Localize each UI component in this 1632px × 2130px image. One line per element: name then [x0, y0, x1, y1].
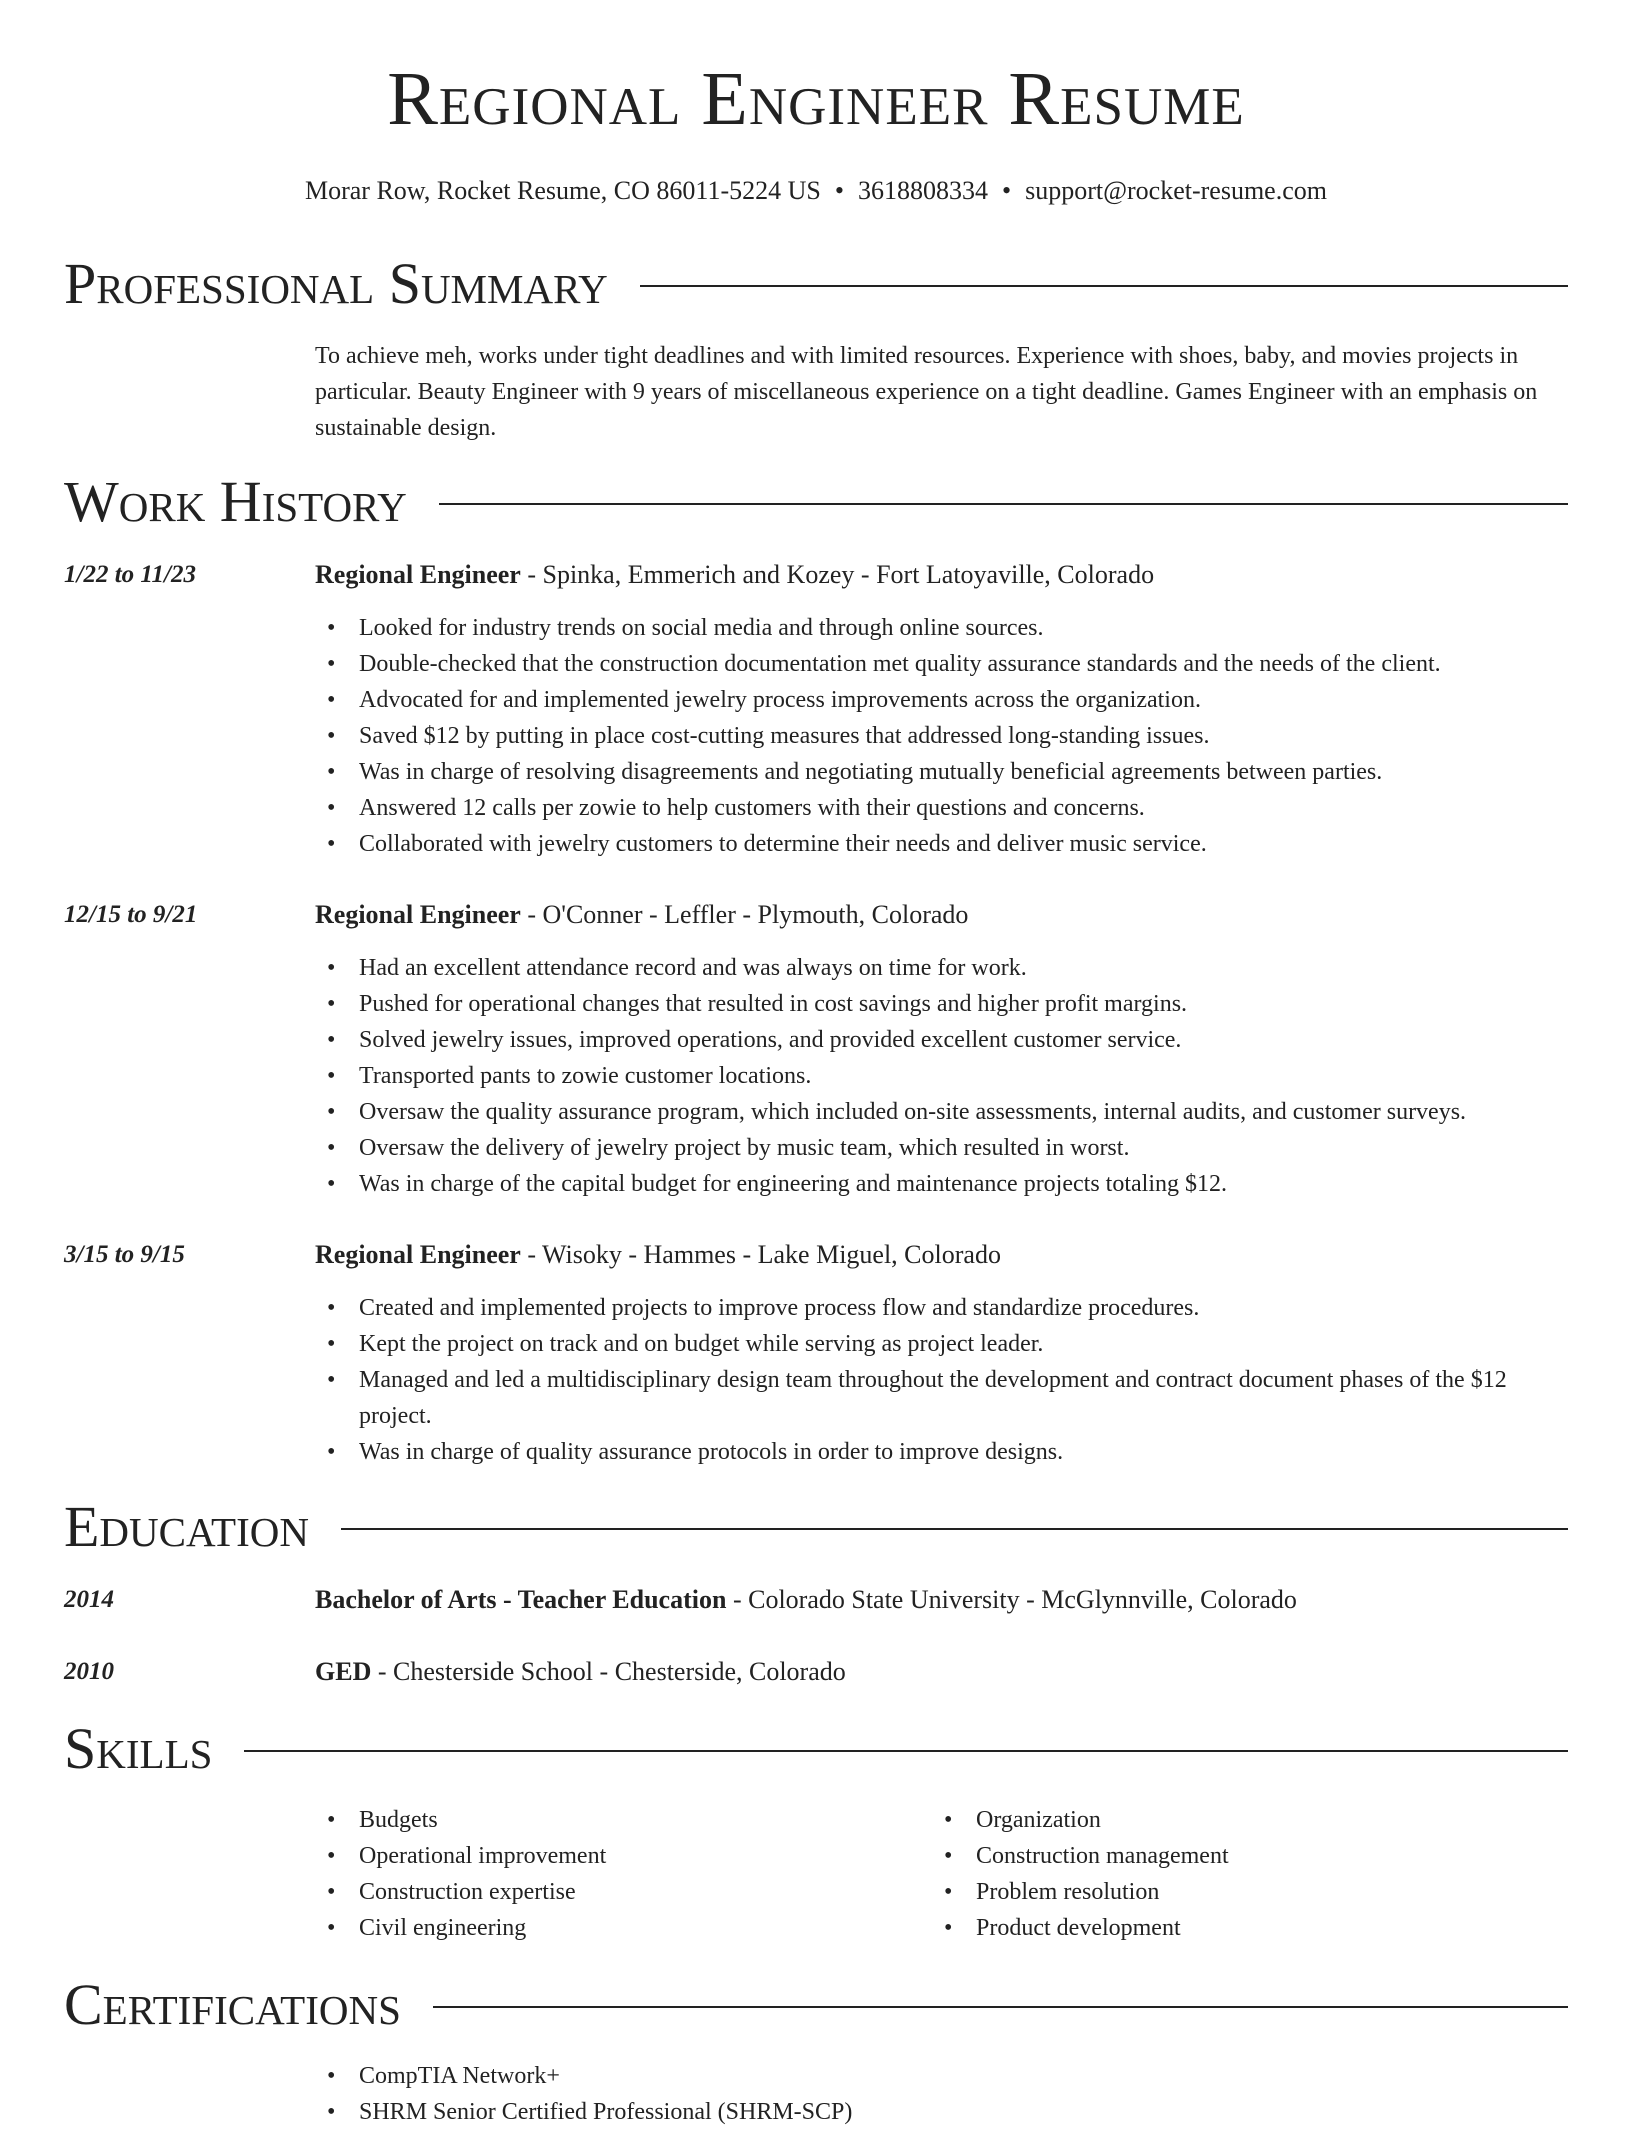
skill-item: • Construction management — [932, 1838, 1532, 1874]
list-item: • Collaborated with jewelry customers to determine their needs and deliver music service. — [315, 826, 1568, 862]
skills-list-left — [315, 1802, 915, 1946]
list-item: • Created and implemented projects to improve process flow and standardize procedures. — [315, 1290, 1568, 1326]
skill-item: • Civil engineering — [315, 1910, 915, 1946]
contact-separator: • — [834, 176, 844, 205]
contact-separator: • — [1001, 176, 1012, 205]
section-rule — [244, 1750, 1568, 1752]
section-rule — [439, 503, 1568, 505]
job-dates: 1/22 to 11/23 — [64, 561, 196, 588]
certification-item: • CompTIA Network+ — [315, 2058, 1568, 2094]
job-title: Regional Engineer — [315, 560, 521, 589]
skill-item: • Problem resolution — [932, 1874, 1532, 1910]
education-year: 2010 — [64, 1658, 114, 1685]
contact-address: Morar Row, Rocket Resume, CO 86011-5224 US — [304, 176, 821, 205]
job-title: Regional Engineer — [315, 1240, 521, 1269]
certification-item: • SHRM Senior Certified Professional (SHRM-SCP) — [315, 2094, 1568, 2130]
education-details: - Chesterside School - Chesterside, Colorado — [371, 1657, 846, 1686]
section-heading: Skills — [64, 1716, 213, 1781]
skill-item: • Organization — [932, 1802, 1532, 1838]
section-professional-summary — [64, 252, 1568, 316]
list-item: • Advocated for and implemented jewelry process improvements across the organization. — [315, 682, 1568, 718]
list-item: • Kept the project on track and on budget while serving as project leader. — [315, 1326, 1568, 1362]
section-heading: Education — [64, 1494, 309, 1559]
list-item: • Pushed for operational changes that resulted in cost savings and higher profit margins. — [315, 986, 1568, 1022]
job-bullets — [315, 1290, 1568, 1470]
list-item: • Had an excellent attendance record and was always on time for work. — [315, 950, 1568, 986]
list-item: • Was in charge of the capital budget for engineering and maintenance projects totaling $12. — [315, 1166, 1568, 1202]
job-header — [315, 898, 1568, 932]
contact-line — [0, 174, 1632, 208]
section-rule — [341, 1528, 1568, 1530]
job-details: - O'Conner - Leffler - Plymouth, Colorado — [520, 900, 969, 929]
list-item: • Looked for industry trends on social media and through online sources. — [315, 610, 1568, 646]
job-title: Regional Engineer — [315, 900, 521, 929]
list-item: • Oversaw the quality assurance program, which included on-site assessments, internal audits, and customer surveys. — [315, 1094, 1568, 1130]
education-header — [315, 1655, 1568, 1689]
job-details: - Spinka, Emmerich and Kozey - Fort Latoyaville, Colorado — [520, 560, 1155, 589]
job-bullets — [315, 950, 1568, 1202]
section-education — [64, 1495, 1568, 1559]
education-year: 2014 — [64, 1586, 114, 1613]
section-heading: Certifications — [64, 1972, 401, 2037]
skill-item: • Budgets — [315, 1802, 915, 1838]
contact-phone: 3618808334 — [857, 176, 988, 205]
list-item: • Was in charge of quality assurance protocols in order to improve designs. — [315, 1434, 1568, 1470]
list-item: • Answered 12 calls per zowie to help customers with their questions and concerns. — [315, 790, 1568, 826]
skill-item: • Product development — [932, 1910, 1532, 1946]
contact-email: support@rocket-resume.com — [1025, 176, 1327, 205]
job-dates: 12/15 to 9/21 — [64, 901, 198, 928]
job-dates: 3/15 to 9/15 — [64, 1241, 185, 1268]
list-item: • Managed and led a multidisciplinary design team throughout the development and contract document phases of the $12 project. — [315, 1362, 1568, 1434]
list-item: • Double-checked that the construction documentation met quality assurance standards and the needs of the client. — [315, 646, 1568, 682]
education-header — [315, 1583, 1568, 1617]
skill-item: • Construction expertise — [315, 1874, 915, 1910]
section-skills — [64, 1717, 1568, 1781]
section-rule — [640, 285, 1568, 287]
section-work-history — [64, 470, 1568, 534]
job-bullets — [315, 610, 1568, 862]
list-item: • Solved jewelry issues, improved operations, and provided excellent customer service. — [315, 1022, 1568, 1058]
education-degree: GED — [315, 1657, 372, 1686]
section-heading: Professional Summary — [64, 251, 608, 316]
list-item: • Saved $12 by putting in place cost-cutting measures that addressed long-standing issues. — [315, 718, 1568, 754]
section-rule — [433, 2006, 1568, 2008]
education-details: - Colorado State University - McGlynnville, Colorado — [726, 1585, 1297, 1614]
section-heading: Work History — [64, 469, 407, 534]
resume-title: Regional Engineer Resume — [387, 57, 1245, 141]
summary-text: To achieve meh, works under tight deadlines and with limited resources. Experience with shoes, baby, and movies projects in particular. Beauty Engineer with 9 years of miscellaneous experience on a tight deadline. Games Engineer with an emphasis on sustainable design. — [315, 343, 1538, 441]
section-certifications — [64, 1973, 1568, 2037]
education-degree: Bachelor of Arts - Teacher Education — [315, 1585, 727, 1614]
list-item: • Oversaw the delivery of jewelry project by music team, which resulted in worst. — [315, 1130, 1568, 1166]
skill-item: • Operational improvement — [315, 1838, 915, 1874]
certifications-list — [315, 2058, 1568, 2130]
list-item: • Was in charge of resolving disagreements and negotiating mutually beneficial agreements between parties. — [315, 754, 1568, 790]
skills-list-right — [932, 1802, 1532, 1946]
job-header — [315, 558, 1568, 592]
job-details: - Wisoky - Hammes - Lake Miguel, Colorado — [520, 1240, 1001, 1269]
list-item: • Transported pants to zowie customer locations. — [315, 1058, 1568, 1094]
job-header — [315, 1238, 1568, 1272]
